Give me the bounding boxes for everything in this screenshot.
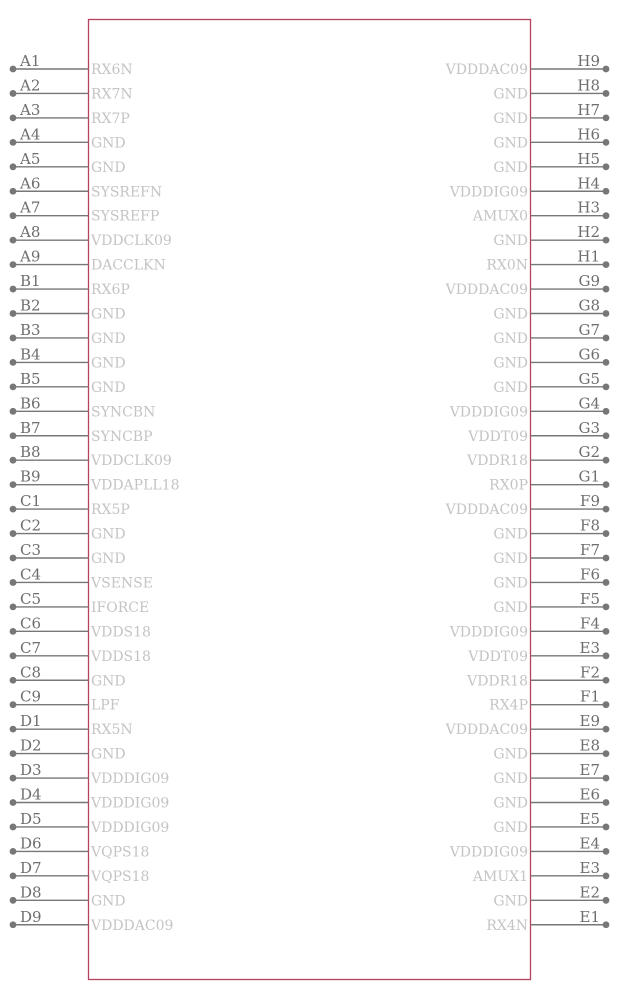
pin-dot xyxy=(10,677,17,684)
pin-name: RX5N xyxy=(91,722,133,739)
pin-dot xyxy=(603,726,610,733)
pin-number: C4 xyxy=(20,565,42,584)
pin-right-E6 xyxy=(493,786,609,812)
pin-left-D6 xyxy=(10,834,150,860)
pin-number: E4 xyxy=(579,834,600,853)
pin-right-G5 xyxy=(493,370,609,396)
pin-number: B3 xyxy=(20,320,41,339)
pin-name: VSENSE xyxy=(91,575,153,592)
right-pin-column xyxy=(445,52,610,934)
pin-right-F8 xyxy=(493,517,609,543)
pin-dot xyxy=(10,335,17,342)
pin-name: GND xyxy=(493,819,528,836)
pin-name: VDDDIG09 xyxy=(449,844,528,861)
pin-name: VQPS18 xyxy=(91,844,150,861)
pin-dot xyxy=(10,604,17,611)
pin-right-E2 xyxy=(493,883,609,909)
pin-dot xyxy=(603,139,610,146)
pin-name: VDDS18 xyxy=(91,648,151,665)
pin-number: F9 xyxy=(580,492,600,511)
pin-name: SYNCBN xyxy=(91,404,156,421)
pin-number: B1 xyxy=(20,272,41,291)
pin-name: RX5P xyxy=(91,502,130,519)
pin-name: GND xyxy=(493,795,528,812)
pin-number: F7 xyxy=(580,541,600,559)
pin-dot xyxy=(603,212,610,219)
pin-name: RX6P xyxy=(91,282,130,299)
pin-right-G6 xyxy=(493,345,609,371)
pin-number: D2 xyxy=(20,736,42,755)
pin-number: A8 xyxy=(20,223,41,242)
pin-dot xyxy=(10,432,17,439)
pin-left-D5 xyxy=(10,810,170,836)
pin-left-D3 xyxy=(10,761,170,787)
pin-dot xyxy=(603,286,610,293)
pin-dot xyxy=(603,335,610,342)
pin-dot xyxy=(603,90,610,97)
pin-name: DACCLKN xyxy=(91,257,166,274)
pin-dot xyxy=(603,921,610,928)
pin-number: B8 xyxy=(20,443,41,462)
pin-right-G8 xyxy=(493,297,609,323)
pin-left-A8 xyxy=(10,223,172,249)
pin-name: SYSREFN xyxy=(91,184,163,201)
pin-dot xyxy=(10,848,17,855)
pin-name: GND xyxy=(493,159,528,176)
pin-left-A5 xyxy=(10,150,126,176)
pin-right-F6 xyxy=(493,565,609,591)
pin-dot xyxy=(603,432,610,439)
pin-dot xyxy=(10,212,17,219)
pin-right-E1 xyxy=(486,908,609,934)
pin-right-E9 xyxy=(445,712,610,738)
pin-name: VDDDAC09 xyxy=(445,502,528,519)
pin-dot xyxy=(10,799,17,806)
pin-left-A9 xyxy=(10,248,166,274)
pin-left-B5 xyxy=(10,370,126,396)
pin-right-F2 xyxy=(466,663,609,689)
pin-dot xyxy=(603,383,610,390)
pin-name: VDDAPLL18 xyxy=(91,477,180,494)
pin-number: B5 xyxy=(20,369,41,388)
pin-number: H9 xyxy=(577,52,600,70)
pin-dot xyxy=(10,383,17,390)
pin-number: A4 xyxy=(20,125,41,144)
pin-dot xyxy=(10,90,17,97)
pin-number: E2 xyxy=(579,883,600,902)
pin-left-C3 xyxy=(10,541,126,567)
pin-dot xyxy=(603,261,610,268)
pin-right-F7 xyxy=(493,541,609,567)
pin-number: E5 xyxy=(579,809,600,828)
pin-dot xyxy=(603,188,610,195)
pin-number: D1 xyxy=(20,712,42,731)
pin-name: VDDDIG09 xyxy=(91,771,170,788)
pin-name: RX4P xyxy=(489,697,528,714)
pin-name: GND xyxy=(91,893,126,910)
pin-dot xyxy=(603,115,610,122)
pin-right-F4 xyxy=(449,614,610,640)
pin-number: F8 xyxy=(580,516,600,535)
pin-dot xyxy=(603,530,610,537)
pin-number: B9 xyxy=(20,467,41,486)
pin-name: GND xyxy=(91,355,126,372)
pin-dot xyxy=(10,457,17,464)
pin-right-G7 xyxy=(493,321,609,347)
pin-name: GND xyxy=(493,379,528,396)
pin-dot xyxy=(603,848,610,855)
pin-dot xyxy=(10,750,17,757)
pin-dot xyxy=(603,750,610,757)
pin-left-C6 xyxy=(10,614,151,640)
pin-number: F1 xyxy=(580,687,600,706)
pin-number: A7 xyxy=(20,198,41,217)
pin-number: F2 xyxy=(580,663,600,682)
pin-dot xyxy=(603,628,610,635)
pin-number: G7 xyxy=(578,320,600,339)
pin-name: GND xyxy=(493,551,528,567)
pin-name: GND xyxy=(493,135,528,152)
pin-name: SYSREFP xyxy=(91,208,160,225)
pin-right-H3 xyxy=(472,199,610,225)
pin-name: GND xyxy=(493,575,528,592)
pin-right-H5 xyxy=(493,150,609,176)
pin-left-B1 xyxy=(10,272,130,298)
pin-dot xyxy=(10,188,17,195)
pin-number: B4 xyxy=(20,345,41,364)
pin-name: LPF xyxy=(91,697,120,714)
pin-number: H5 xyxy=(577,149,600,168)
pin-number: D4 xyxy=(20,785,42,804)
pin-dot xyxy=(10,652,17,659)
pin-number: A5 xyxy=(20,149,41,168)
pin-number: D8 xyxy=(20,883,42,902)
pin-dot xyxy=(603,457,610,464)
pin-left-D4 xyxy=(10,786,170,812)
pin-number: H8 xyxy=(577,76,600,95)
pin-number: A2 xyxy=(20,76,41,95)
pin-right-E8 xyxy=(493,737,609,763)
pin-number: B2 xyxy=(20,296,41,315)
pin-dot xyxy=(10,261,17,268)
pin-left-A3 xyxy=(10,101,130,127)
pin-name: RX0N xyxy=(486,257,528,274)
pin-dot xyxy=(603,677,610,684)
pin-number: B6 xyxy=(20,394,41,413)
pin-dot xyxy=(10,481,17,488)
pin-number: F6 xyxy=(580,565,600,584)
pin-number: E1 xyxy=(579,907,600,926)
pin-dot xyxy=(603,652,610,659)
pin-left-D2 xyxy=(10,737,126,763)
pin-name: GND xyxy=(493,306,528,323)
pin-left-A7 xyxy=(10,199,160,225)
pin-name: GND xyxy=(91,746,126,763)
pin-dot xyxy=(603,163,610,170)
pin-number: G5 xyxy=(578,369,600,388)
pin-number: G8 xyxy=(578,296,600,315)
pin-dot xyxy=(603,66,610,73)
pin-right-E4 xyxy=(449,834,610,860)
pin-name: GND xyxy=(493,355,528,372)
pin-dot xyxy=(10,530,17,537)
pin-name: RX7P xyxy=(91,110,130,127)
pin-dot xyxy=(10,872,17,879)
pin-right-E3 xyxy=(472,859,610,885)
pin-right-H2 xyxy=(493,223,609,249)
pin-number: A9 xyxy=(20,247,41,266)
pin-number: G1 xyxy=(578,467,600,486)
pin-right-H9 xyxy=(445,52,610,78)
pin-dot xyxy=(10,115,17,122)
pin-left-A2 xyxy=(10,76,133,102)
pin-left-A4 xyxy=(10,125,126,151)
pin-left-A6 xyxy=(10,174,163,200)
pin-name: GND xyxy=(91,673,126,690)
pin-name: GND xyxy=(493,771,528,788)
pin-dot xyxy=(603,359,610,366)
pin-dot xyxy=(10,310,17,317)
pin-left-B9 xyxy=(10,468,180,494)
pin-dot xyxy=(603,897,610,904)
pin-left-C8 xyxy=(10,663,126,689)
pin-name: VDDDIG09 xyxy=(449,184,528,201)
pin-name: VDDDAC09 xyxy=(445,722,528,739)
pin-number: H4 xyxy=(577,174,600,193)
pin-left-B7 xyxy=(10,419,153,445)
pin-dot xyxy=(603,555,610,562)
pin-name: AMUX0 xyxy=(472,208,528,225)
pin-right-H6 xyxy=(493,125,609,151)
pin-number: C3 xyxy=(20,541,42,559)
pin-dot xyxy=(603,579,610,586)
pin-left-C7 xyxy=(10,639,151,665)
pin-dot xyxy=(603,506,610,513)
pin-number: C7 xyxy=(20,638,42,657)
pin-number: H1 xyxy=(577,247,600,266)
pin-number: C2 xyxy=(20,516,42,535)
pin-name: RX6N xyxy=(91,62,133,78)
pin-dot xyxy=(10,286,17,293)
pin-dot xyxy=(10,897,17,904)
pin-right-G9 xyxy=(445,272,610,298)
pin-dot xyxy=(10,237,17,244)
pin-left-D9 xyxy=(10,908,174,934)
pin-name: GND xyxy=(493,110,528,127)
pin-number: H7 xyxy=(577,100,600,119)
pin-name: VDDR18 xyxy=(467,453,528,470)
pin-name: GND xyxy=(493,746,528,763)
pin-number: D5 xyxy=(20,809,42,828)
pin-name: GND xyxy=(493,233,528,250)
pin-number: C6 xyxy=(20,614,42,633)
pin-right-H1 xyxy=(486,248,609,274)
pin-left-D7 xyxy=(10,859,150,885)
pin-dot xyxy=(603,872,610,879)
pin-dot xyxy=(10,506,17,513)
pin-left-A1 xyxy=(10,52,133,78)
pin-number: E3 xyxy=(579,858,600,877)
pin-dot xyxy=(10,408,17,415)
pin-number: E9 xyxy=(579,712,600,731)
pin-name: VDDT09 xyxy=(468,428,528,445)
pin-dot xyxy=(603,775,610,782)
pin-name: VDDR18 xyxy=(467,673,528,690)
pin-number: H6 xyxy=(577,125,600,144)
pin-number: B7 xyxy=(20,418,41,437)
pin-name: SYNCBP xyxy=(91,428,153,445)
pin-name: VDDCLK09 xyxy=(91,233,172,250)
pin-name: VDDDIG09 xyxy=(91,795,170,812)
pin-dot xyxy=(603,310,610,317)
pin-right-H4 xyxy=(449,174,610,200)
pin-right-F5 xyxy=(493,590,609,616)
pin-dot xyxy=(10,66,17,73)
pin-left-C2 xyxy=(10,517,126,543)
pin-name: GND xyxy=(91,551,126,567)
pin-number: D9 xyxy=(20,907,42,926)
pin-number: H3 xyxy=(577,198,600,217)
pin-name: GND xyxy=(91,379,126,396)
pin-number: E3 xyxy=(579,638,600,657)
pin-right-E7 xyxy=(493,761,609,787)
pin-dot xyxy=(10,921,17,928)
pin-name: GND xyxy=(91,159,126,176)
pin-dot xyxy=(10,726,17,733)
pin-number: C5 xyxy=(20,589,42,608)
pin-dot xyxy=(10,359,17,366)
pin-name: GND xyxy=(493,86,528,103)
pin-left-D8 xyxy=(10,883,126,909)
pin-left-B3 xyxy=(10,321,126,347)
pin-number: G3 xyxy=(578,418,600,437)
pin-name: RX7N xyxy=(91,86,133,103)
pin-dot xyxy=(603,237,610,244)
pin-right-G4 xyxy=(449,394,610,420)
pin-dot xyxy=(10,824,17,831)
pin-name: RX0P xyxy=(489,477,528,494)
pin-number: A6 xyxy=(20,174,41,193)
pin-number: C8 xyxy=(20,663,42,682)
pin-name: VDDCLK09 xyxy=(91,453,172,470)
pin-name: GND xyxy=(493,330,528,347)
pin-name: GND xyxy=(493,893,528,910)
pin-left-B8 xyxy=(10,443,172,469)
pin-name: GND xyxy=(493,599,528,616)
pin-number: E7 xyxy=(579,761,600,780)
pin-dot xyxy=(10,701,17,708)
pin-number: E8 xyxy=(579,736,600,755)
pin-number: G4 xyxy=(578,394,600,413)
pin-dot xyxy=(603,824,610,831)
pin-name: VDDDAC09 xyxy=(445,282,528,299)
pin-left-C1 xyxy=(10,492,130,518)
pin-name: VDDDIG09 xyxy=(449,404,528,421)
pin-dot xyxy=(10,628,17,635)
pin-dot xyxy=(10,163,17,170)
pin-name: AMUX1 xyxy=(472,868,528,885)
left-pin-column xyxy=(10,52,180,934)
pin-name: VDDDAC09 xyxy=(91,917,174,934)
pin-number: F4 xyxy=(580,614,600,633)
pin-dot xyxy=(603,481,610,488)
pin-dot xyxy=(603,408,610,415)
pin-left-B2 xyxy=(10,297,126,323)
pin-number: D7 xyxy=(20,858,42,877)
pin-number: G6 xyxy=(578,345,600,364)
pin-number: D3 xyxy=(20,761,42,780)
pin-left-C9 xyxy=(10,688,120,714)
pin-number: C1 xyxy=(20,492,42,511)
pin-number: H2 xyxy=(577,223,600,242)
pin-right-G2 xyxy=(466,443,609,469)
pin-dot xyxy=(603,604,610,611)
pin-name: GND xyxy=(493,526,528,543)
pin-dot xyxy=(603,701,610,708)
pin-name: VDDDIG09 xyxy=(449,624,528,641)
pin-name: VDDS18 xyxy=(91,624,151,641)
pin-dot xyxy=(10,775,17,782)
pin-dot xyxy=(10,139,17,146)
pin-left-B6 xyxy=(10,394,156,420)
pin-name: VDDT09 xyxy=(468,648,528,665)
pin-dot xyxy=(10,555,17,562)
pin-number: E6 xyxy=(579,785,600,804)
pin-left-D1 xyxy=(10,712,133,738)
pin-number: A1 xyxy=(20,52,41,70)
pin-number: F5 xyxy=(580,589,600,608)
pin-number: G9 xyxy=(578,272,600,291)
pin-right-G1 xyxy=(489,468,609,494)
pin-number: D6 xyxy=(20,834,42,853)
pin-dot xyxy=(10,579,17,586)
pin-name: RX4N xyxy=(486,917,528,934)
pin-left-C5 xyxy=(10,590,150,616)
pin-number: A3 xyxy=(20,100,41,119)
pin-name: VDDDAC09 xyxy=(445,62,528,78)
pin-name: IFORCE xyxy=(91,599,150,616)
pin-right-H7 xyxy=(493,101,609,127)
pin-name: VQPS18 xyxy=(91,868,150,885)
pin-right-F9 xyxy=(445,492,610,518)
pin-dot xyxy=(603,799,610,806)
pin-name: GND xyxy=(91,306,126,323)
pin-number: G2 xyxy=(578,443,600,462)
pin-name: VDDDIG09 xyxy=(91,819,170,836)
pin-right-H8 xyxy=(493,76,609,102)
pin-right-E3 xyxy=(467,639,609,665)
pin-left-C4 xyxy=(10,565,153,591)
pin-right-G3 xyxy=(467,419,609,445)
pin-right-E5 xyxy=(493,810,609,836)
pin-name: GND xyxy=(91,526,126,543)
pin-name: GND xyxy=(91,330,126,347)
pin-number: C9 xyxy=(20,687,42,706)
pin-right-F1 xyxy=(489,688,609,714)
pin-left-B4 xyxy=(10,345,126,371)
pin-name: GND xyxy=(91,135,126,152)
